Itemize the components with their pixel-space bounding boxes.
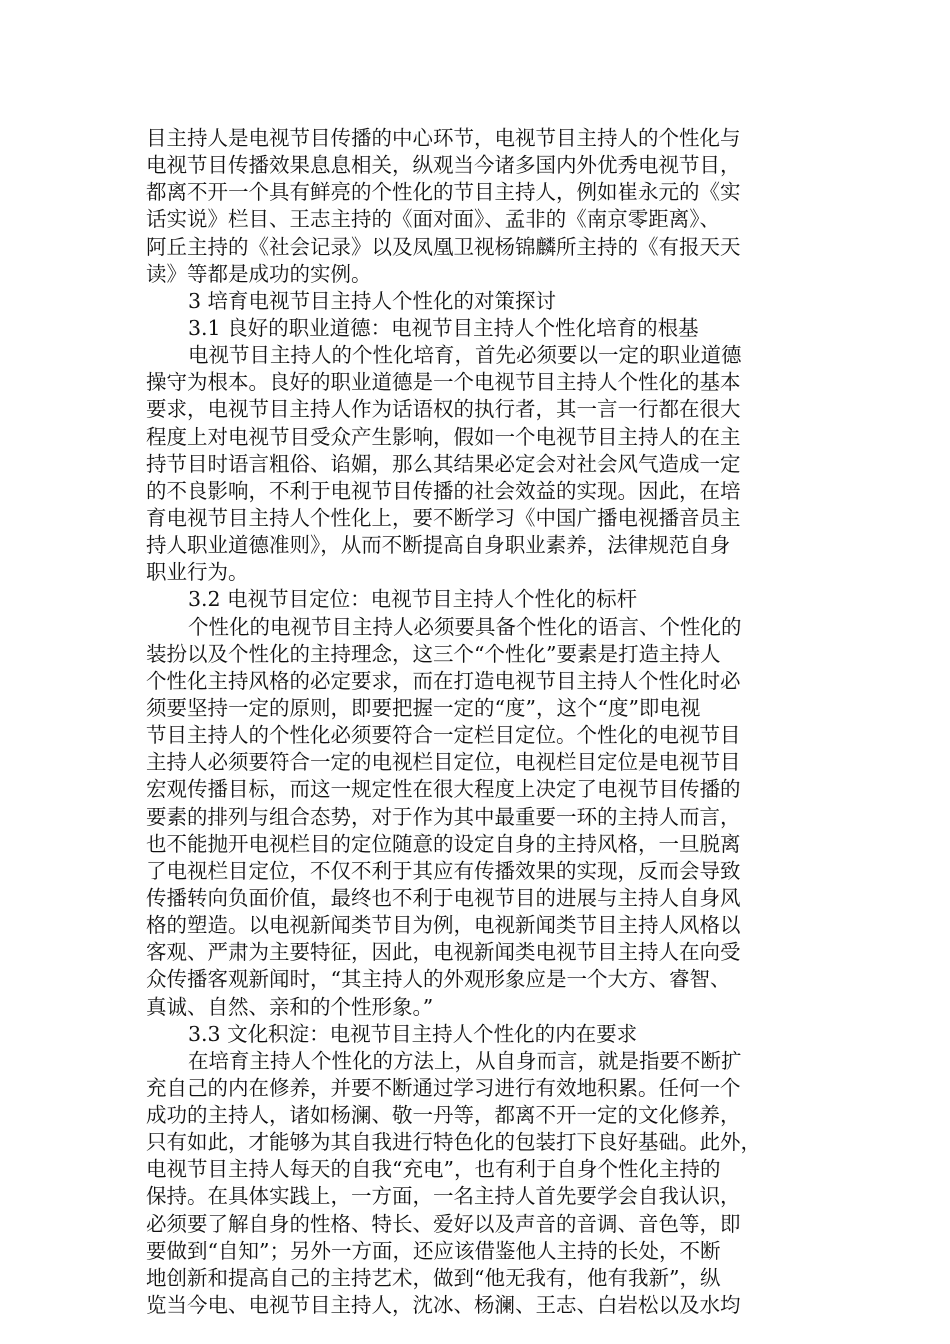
text-line: 育电视节目主持人个性化上，要不断学习《中国广播电视播音员主 — [146, 505, 741, 530]
text-line: 在培育主持人个性化的方法上，从自身而言，就是指要不断扩 — [188, 1048, 742, 1073]
text-line: 电视节目传播效果息息相关，纵观当今诸多国内外优秀电视节目， — [146, 153, 741, 178]
text-line: 3.3 文化积淀：电视节目主持人个性化的内在要求 — [188, 1021, 638, 1046]
text-line: 职业行为。 — [146, 560, 249, 585]
text-line: 览当今电、电视节目主持人，沈冰、杨澜、王志、白岩松以及水均 — [146, 1293, 741, 1318]
text-line: 操守为根本。良好的职业道德是一个电视节目主持人个性化的基本 — [146, 370, 741, 395]
text-line: 真诚、自然、亲和的个性形象。” — [146, 994, 434, 1019]
text-line: 传播转向负面价值，最终也不利于电视节目的进展与主持人自身风 — [146, 885, 741, 910]
text-line: 目主持人是电视节目传播的中心环节，电视节目主持人的个性化与 — [146, 126, 741, 150]
text-line: 3.2 电视节目定位：电视节目主持人个性化的标杆 — [188, 587, 638, 612]
text-line: 持节目时语言粗俗、谄媚，那么其结果必定会对社会风气造成一定 — [146, 451, 741, 476]
text-line: 节目主持人的个性化必须要符合一定栏目定位。个性化的电视节目 — [146, 723, 741, 748]
text-line: 格的塑造。以电视新闻类节目为例，电视新闻类节目主持人风格以 — [146, 913, 741, 938]
text-line: 也不能抛开电视栏目的定位随意的设定自身的主持风格，一旦脱离 — [146, 831, 741, 856]
text-line: 电视节目主持人的个性化培育，首先必须要以一定的职业道德 — [188, 343, 742, 368]
text-line: 电视节目主持人每天的自我“充电”，也有利于自身个性化主持的 — [146, 1157, 721, 1182]
text-line: 要求，电视节目主持人作为话语权的执行者，其一言一行都在很大 — [146, 397, 741, 422]
text-line: 众传播客观新闻时，“其主持人的外观形象应是一个大方、睿智、 — [146, 967, 731, 992]
text-line: 必须要了解自身的性格、特长、爱好以及声音的音调、音色等，即 — [146, 1211, 741, 1236]
text-line: 装扮以及个性化的主持理念，这三个“个性化”要素是打造主持人 — [146, 641, 721, 666]
text-line: 地创新和提高自己的主持艺术，做到“他无我有，他有我新”，纵 — [146, 1265, 721, 1290]
text-line: 要素的排列与组合态势，对于作为其中最重要一环的主持人而言， — [146, 804, 741, 829]
text-line: 3.1 良好的职业道德：电视节目主持人个性化培育的根基 — [188, 315, 699, 340]
text-line: 要做到“自知”；另外一方面，还应该借鉴他人主持的长处，不断 — [146, 1238, 721, 1263]
text-line: 话实说》栏目、王志主持的《面对面》、孟非的《南京零距离》、 — [146, 207, 720, 232]
text-line: 个性化主持风格的必定要求，而在打造电视节目主持人个性化时必 — [146, 668, 741, 693]
text-line: 须要坚持一定的原则，即要把握一定的“度”，这个“度”即电视 — [146, 695, 701, 720]
text-line: 的不良影响，不利于电视节目传播的社会效益的实现。因此，在培 — [146, 478, 741, 503]
text-line: 3 培育电视节目主持人个性化的对策探讨 — [188, 288, 557, 313]
text-line: 客观、严肃为主要特征，因此，电视新闻类电视节目主持人在向受 — [146, 940, 741, 965]
document-body — [146, 125, 802, 1319]
text-line: 阿丘主持的《社会记录》以及凤凰卫视杨锦麟所主持的《有报天天 — [146, 234, 741, 259]
text-line: 主持人必须要符合一定的电视栏目定位，电视栏目定位是电视节目 — [146, 750, 741, 775]
text-line: 了电视栏目定位，不仅不利于其应有传播效果的实现，反而会导致 — [146, 858, 741, 883]
text-line: 个性化的电视节目主持人必须要具备个性化的语言、个性化的 — [188, 614, 742, 639]
text-line: 读》等都是成功的实例。 — [146, 261, 372, 286]
text-line: 只有如此，才能够为其自我进行特色化的包装打下良好基础。此外， — [146, 1130, 761, 1155]
text-line: 成功的主持人，诸如杨澜、敬一丹等，都离不开一定的文化修养， — [146, 1103, 741, 1128]
text-line: 持人职业道德准则》，从而不断提高自身职业素养，法律规范自身 — [146, 533, 731, 558]
text-line: 充自己的内在修养，并要不断通过学习进行有效地积累。任何一个 — [146, 1075, 741, 1100]
text-line: 都离不开一个具有鲜亮的个性化的节目主持人，例如崔永元的《实 — [146, 180, 741, 205]
text-line: 宏观传播目标，而这一规定性在很大程度上决定了电视节目传播的 — [146, 777, 741, 802]
text-line: 程度上对电视节目受众产生影响，假如一个电视节目主持人的在主 — [146, 424, 741, 449]
text-line: 保持。在具体实践上，一方面，一名主持人首先要学会自我认识， — [146, 1184, 741, 1209]
